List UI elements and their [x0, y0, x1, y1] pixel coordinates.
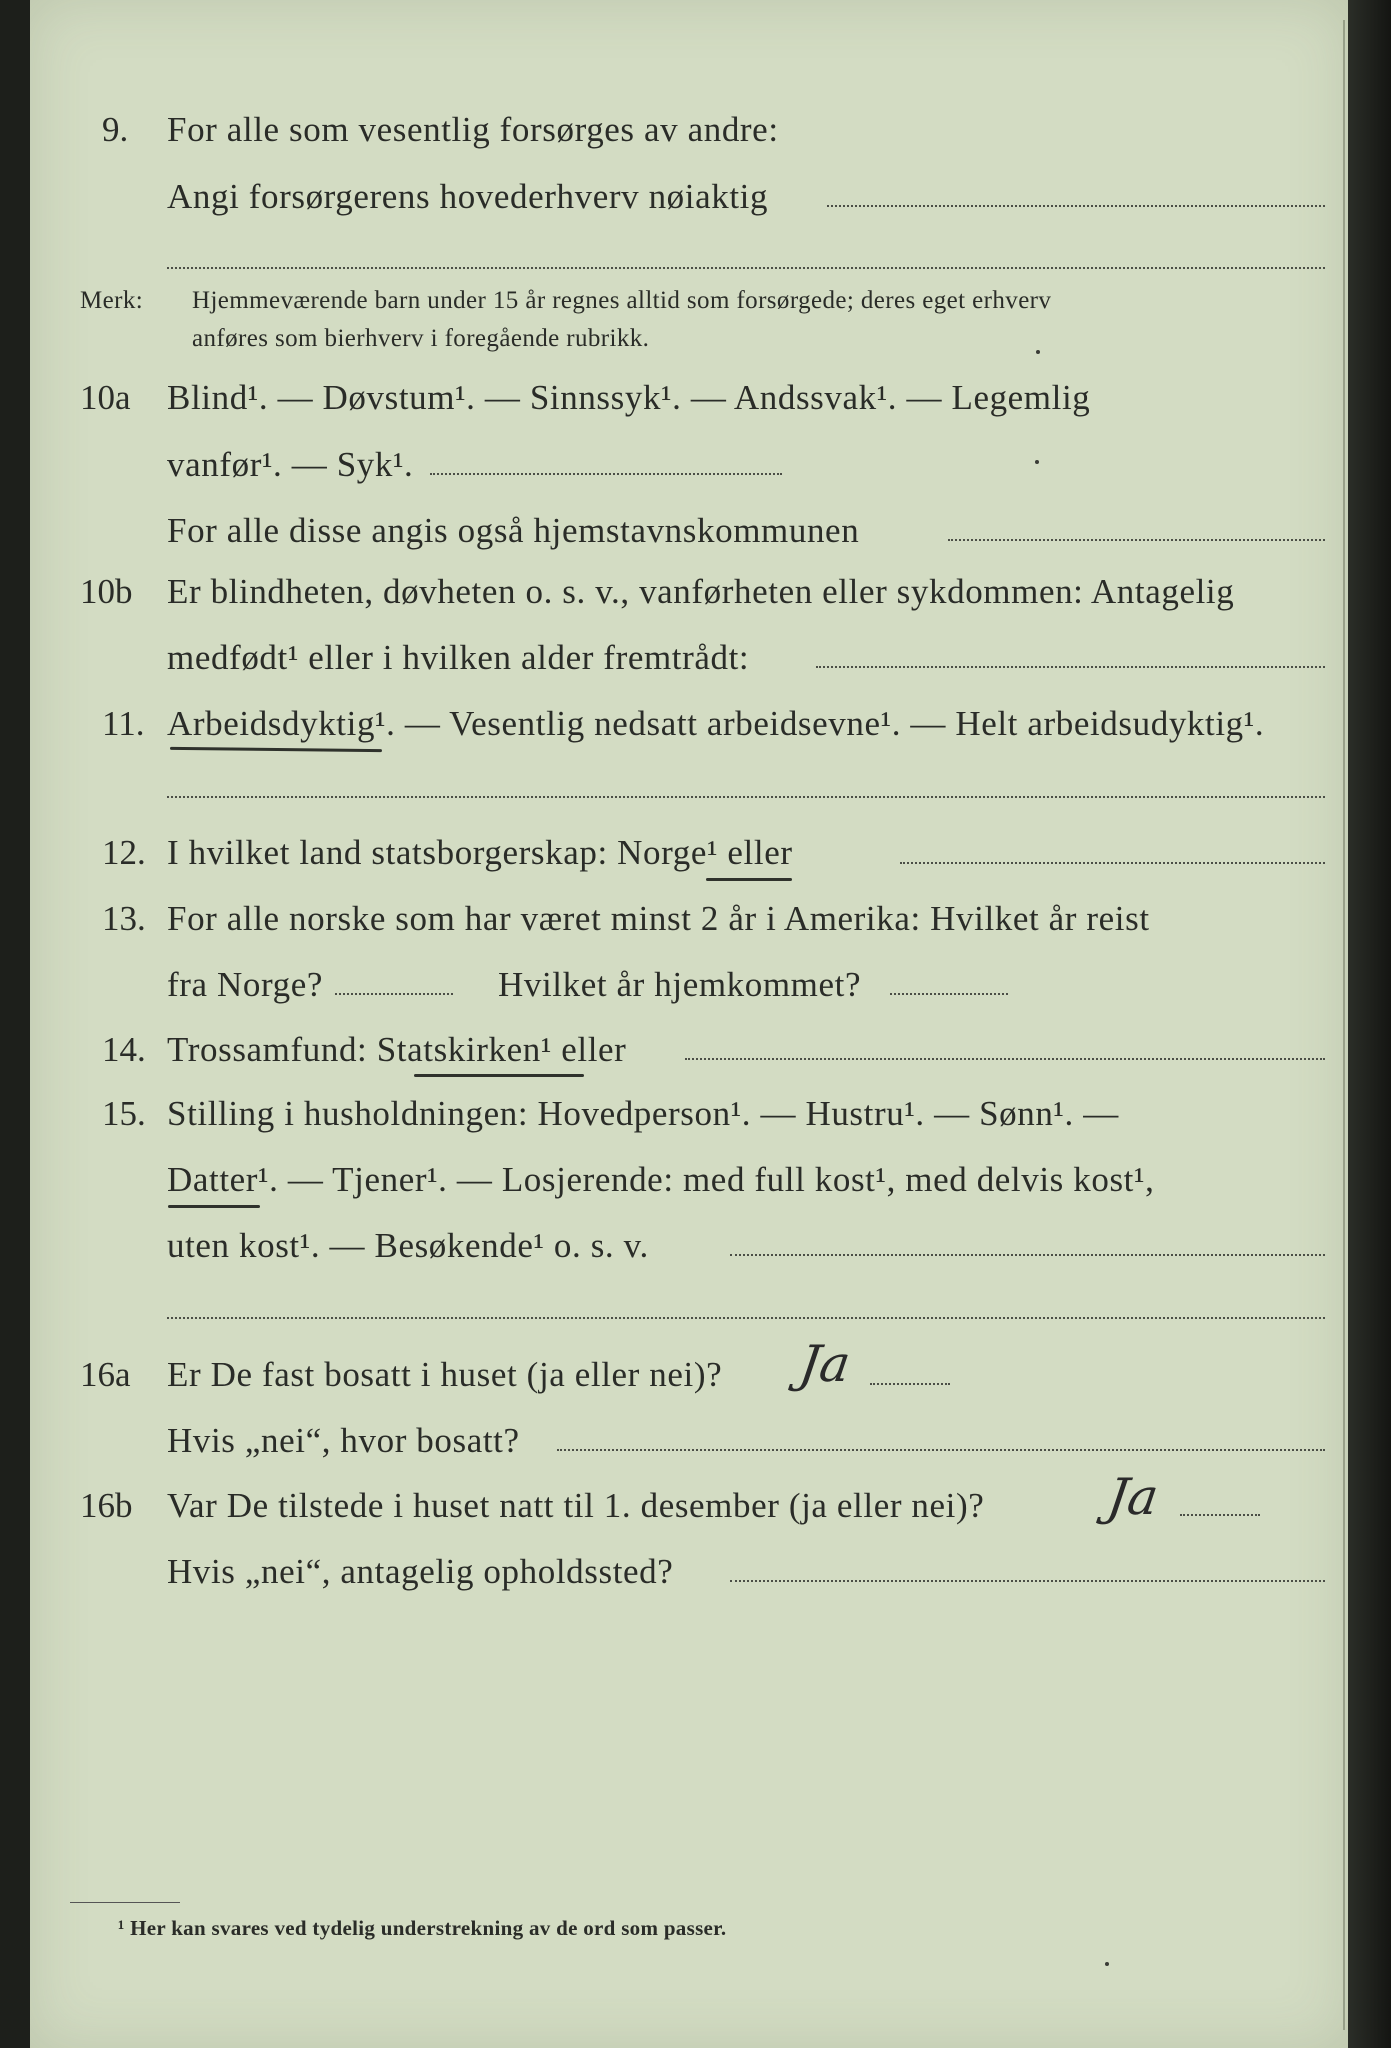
q16a-line1: Er De fast bosatt i huset (ja eller nei)?	[167, 1355, 723, 1394]
q10a-line3: For alle disse angis også hjemstavnskommunen	[167, 511, 860, 550]
q11-line1: Arbeidsdyktig¹. — Vesentlig nedsatt arbeidsevne¹. — Helt arbeidsudyktig¹.	[167, 704, 1265, 743]
merk-line1: Hjemmeværende barn under 15 år regnes alltid som forsørgede; deres eget erhverv	[192, 287, 1052, 314]
q13-hjemkommet-line	[890, 993, 1008, 995]
margin-line	[1343, 20, 1345, 2030]
q16b-handwritten-answer: Ja	[1103, 1468, 1162, 1526]
q13-number: 13.	[102, 899, 146, 938]
scan-edge	[1348, 0, 1391, 2048]
q9-answer-line	[827, 205, 1325, 207]
q13-reist-line	[335, 993, 453, 995]
footnote-rule	[70, 1902, 180, 1903]
q10b-answer-line	[816, 666, 1325, 668]
q16a-bosatt-line	[557, 1449, 1325, 1451]
q12-number: 12.	[102, 833, 146, 872]
merk-line2: anføres som bierhverv i foregående rubrikk.	[192, 325, 650, 352]
q16a-answer-line	[870, 1383, 950, 1385]
q16a-number: 16a	[80, 1355, 131, 1394]
speck	[1105, 1962, 1109, 1966]
q10b-line2: medfødt¹ eller i hvilken alder fremtrådt:	[167, 638, 750, 677]
q15-answer-line	[730, 1254, 1325, 1256]
q10b-number: 10b	[80, 572, 133, 611]
q9-line1: For alle som vesentlig forsørges av andre:	[167, 110, 779, 149]
merk-label: Merk:	[80, 287, 144, 314]
q9-line2: Angi forsørgerens hovederhverv nøiaktig	[167, 177, 769, 216]
q12-line1: I hvilket land statsborgerskap: Norge¹ eller	[167, 833, 793, 872]
q9-number: 9.	[102, 110, 129, 149]
q12-answer-line	[900, 862, 1325, 864]
q11-answer-line	[167, 796, 1325, 798]
q16a-line2: Hvis „nei“, hvor bosatt?	[167, 1421, 520, 1460]
q10a-number: 10a	[80, 378, 131, 417]
q10a-line2: vanfør¹. — Syk¹.	[167, 445, 414, 484]
q14-answer-line	[685, 1058, 1325, 1060]
q15-line1: Stilling i husholdningen: Hovedperson¹. — Hustru¹. — Sønn¹. —	[167, 1094, 1119, 1133]
q11-underline-arbeidsdyktig	[170, 747, 382, 752]
q10b-line1: Er blindheten, døvheten o. s. v., vanførheten eller sykdommen: Antagelig	[167, 572, 1235, 611]
census-form-page	[30, 0, 1348, 2048]
q15-number: 15.	[102, 1094, 146, 1133]
q13-line2a: fra Norge?	[167, 965, 323, 1004]
q14-line1: Trossamfund: Statskirken¹ eller	[167, 1030, 627, 1069]
q13-line2b: Hvilket år hjemkommet?	[498, 965, 862, 1004]
q16b-opholdssted-line	[730, 1580, 1325, 1582]
q16b-line1: Var De tilstede i huset natt til 1. desember (ja eller nei)?	[167, 1486, 985, 1525]
q14-underline-statskirken	[414, 1074, 584, 1077]
q15-line2: Datter¹. — Tjener¹. — Losjerende: med full kost¹, med delvis kost¹,	[167, 1160, 1155, 1199]
q15-underline-datter	[168, 1205, 260, 1208]
q16b-number: 16b	[80, 1486, 133, 1525]
q15-line3: uten kost¹. — Besøkende¹ o. s. v.	[167, 1226, 649, 1265]
q16b-answer-line	[1180, 1514, 1260, 1516]
q9-answer-line-2	[167, 267, 1325, 269]
q10a-line1: Blind¹. — Døvstum¹. — Sinnssyk¹. — Andssvak¹. — Legemlig	[167, 378, 1091, 417]
q10a-kommune-line	[948, 539, 1325, 541]
speck	[1036, 350, 1040, 354]
q16a-handwritten-answer: Ja	[795, 1335, 854, 1393]
q11-number: 11.	[102, 704, 145, 743]
q14-number: 14.	[102, 1030, 146, 1069]
q16b-line2: Hvis „nei“, antagelig opholdssted?	[167, 1552, 674, 1591]
q15-answer-line-2	[167, 1317, 1325, 1319]
footnote-text: ¹ Her kan svares ved tydelig understrekning av de ord som passer.	[118, 1916, 727, 1940]
q12-underline-norge	[706, 878, 792, 881]
q10a-syk-line	[430, 473, 782, 475]
q13-line1: For alle norske som har været minst 2 år i Amerika: Hvilket år reist	[167, 899, 1150, 938]
speck	[1035, 460, 1039, 464]
